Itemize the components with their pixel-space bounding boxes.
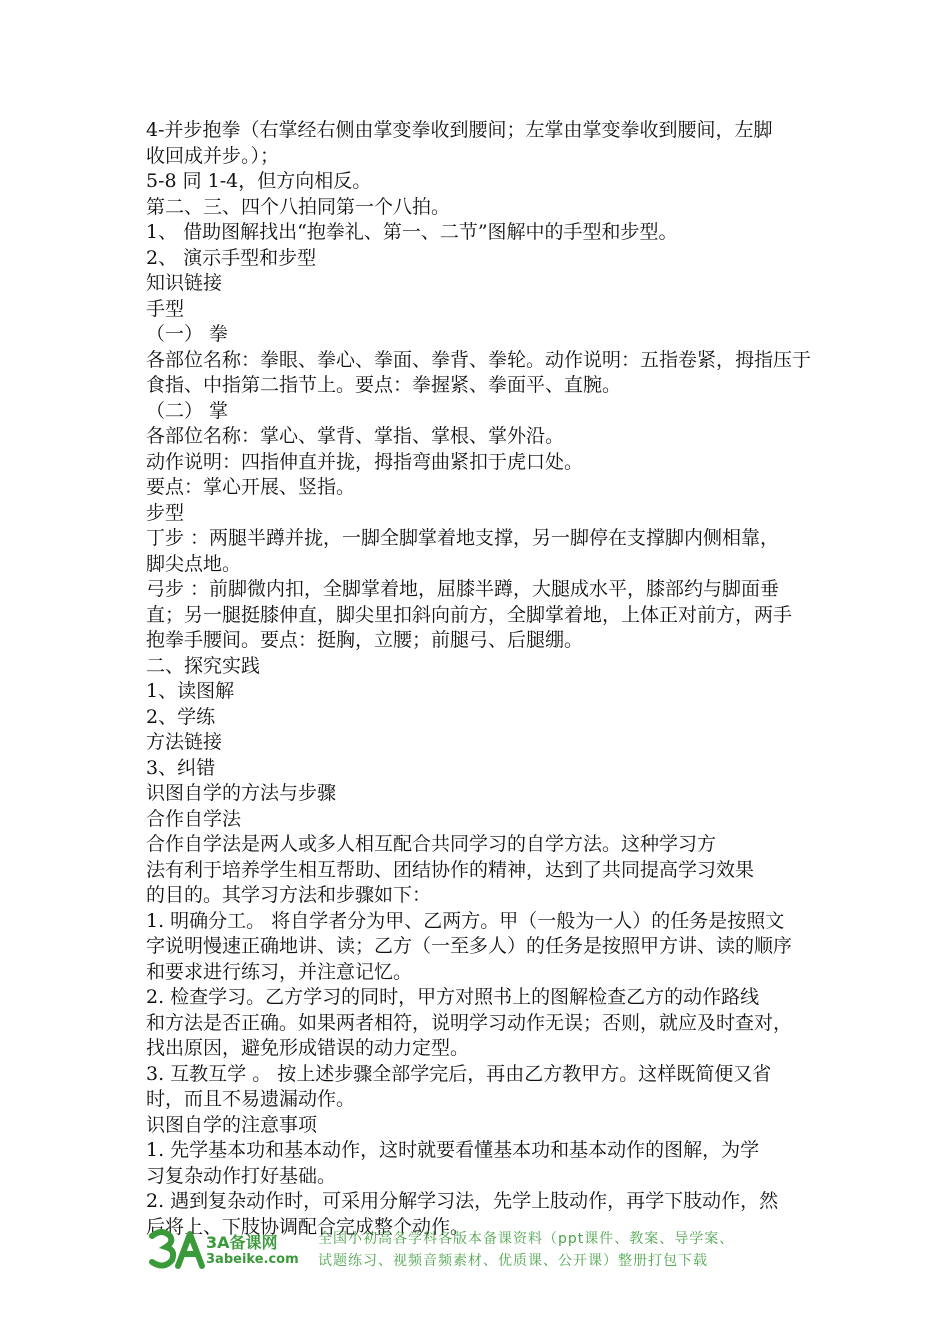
text-line: 法有利于培养学生相互帮助、团结协作的精神，达到了共同提高学习效果 (146, 858, 755, 881)
text-line: 后将上、下肢协调配合完成整个动作。 (146, 1215, 470, 1238)
subsection-heading: （二） 掌 (146, 399, 229, 422)
ad-line: 全国小初高各学科各版本备课资料（ppt课件、教案、导学案、 (318, 1231, 735, 1247)
section-heading: 手型 (146, 297, 185, 320)
subsection-heading: （一） 拳 (146, 323, 229, 345)
section-heading: 二、探究实践 (146, 654, 261, 677)
text-line: 1. 先学基本功和基本动作，这时就要看懂基本功和基本动作的图解，为学 (146, 1139, 760, 1161)
text-line: 第二、三、四个八拍同第一个八拍。 (146, 195, 451, 218)
list-item: 1、读图解 (146, 680, 235, 702)
section-heading: 知识链接 (146, 272, 223, 294)
section-heading: 步型 (146, 501, 185, 524)
text-line: 3. 互教互学 。 按上述步骤全部学完后，再由乙方教甲方。这样既简便又省 (146, 1062, 772, 1085)
text-line: 2. 检查学习。乙方学习的同时，甲方对照书上的图解检查乙方的动作路线 (146, 986, 760, 1008)
text-line: 1、 借助图解找出“抱拳礼、第一、二节”图解中的手型和步型。 (146, 221, 678, 243)
footer-banner[interactable] (146, 1226, 812, 1278)
text-line: 动作说明：四指伸直并拢，拇指弯曲紧扣于虎口处。 (146, 450, 584, 473)
text-line: 食指、中指第二指节上。要点：拳握紧、拳面平、直腕。 (146, 374, 622, 396)
section-heading: 方法链接 (146, 731, 223, 753)
text-line: 时，而且不易遗漏动作。 (146, 1088, 356, 1110)
text-line: 收回成并步。）； (146, 144, 280, 167)
text-line: 要点：掌心开展、竖指。 (146, 476, 356, 498)
logo-url[interactable]: 3abeike.com (206, 1252, 299, 1267)
text-line: 2、 演示手型和步型 (146, 246, 317, 269)
section-heading: 识图自学的注意事项 (146, 1113, 318, 1136)
text-line: 字说明慢速正确地讲、读；乙方（一至多人）的任务是按照甲方讲、读的顺序 (146, 935, 793, 957)
logo-3a-icon (148, 1228, 208, 1270)
text-line: 各部位名称：拳眼、拳心、拳面、拳背、拳轮。动作说明：五指卷紧，拇指压于 (146, 348, 812, 371)
text-line: 抱拳手腰间。要点：挺胸，立腰；前腿弓、后腿绷。 (146, 629, 584, 651)
list-item: 2、学练 (146, 705, 216, 728)
text-line: 2. 遇到复杂动作时，可采用分解学习法，先学上肢动作，再学下肢动作，然 (146, 1190, 779, 1212)
text-line: 和方法是否正确。如果两者相符，说明学习动作无误；否则，就应及时查对， (146, 1011, 793, 1034)
logo-name: 3A备课网 (206, 1233, 278, 1252)
section-heading: 识图自学的方法与步骤 (146, 782, 337, 804)
ad-line: 试题练习、视频音频素材、优质课、公开课）整册打包下载 (318, 1253, 708, 1269)
text-line: 1. 明确分工。 将自学者分为甲、乙两方。甲（一般为一人）的任务是按照文 (146, 909, 785, 932)
text-line: 和要求进行练习，并注意记忆。 (146, 960, 413, 983)
text-line: 找出原因，避免形成错误的动力定型。 (146, 1037, 470, 1059)
text-line: 直；另一腿挺膝伸直，脚尖里扣斜向前方，全脚掌着地，上体正对前方，两手 (146, 603, 793, 626)
text-line: 习复杂动作打好基础。 (146, 1164, 337, 1187)
list-item: 3、纠错 (146, 756, 216, 779)
text-line: 弓步 ：前脚微内扣，全脚掌着地，屈膝半蹲，大腿成水平，膝部约与脚面垂 (146, 578, 780, 600)
text-line: 的目的。其学习方法和步骤如下： (146, 884, 432, 906)
text-line: 丁步 ：两腿半蹲并拢，一脚全脚掌着地支撑，另一脚停在支撑脚内侧相靠， (146, 527, 780, 549)
text-line: 4-并步抱拳（右掌经右侧由掌变拳收到腰间；左掌由掌变拳收到腰间，左脚 (146, 119, 773, 141)
ad-text (318, 1228, 734, 1272)
document-body (146, 118, 812, 1240)
text-line: 5-8 同 1-4，但方向相反。 (146, 170, 372, 192)
text-line: 各部位名称：掌心、掌背、掌指、掌根、掌外沿。 (146, 425, 565, 447)
text-line: 合作自学法是两人或多人相互配合共同学习的自学方法。这种学习方 (146, 833, 717, 855)
section-heading: 合作自学法 (146, 807, 242, 830)
text-line: 脚尖点地。 (146, 552, 242, 575)
